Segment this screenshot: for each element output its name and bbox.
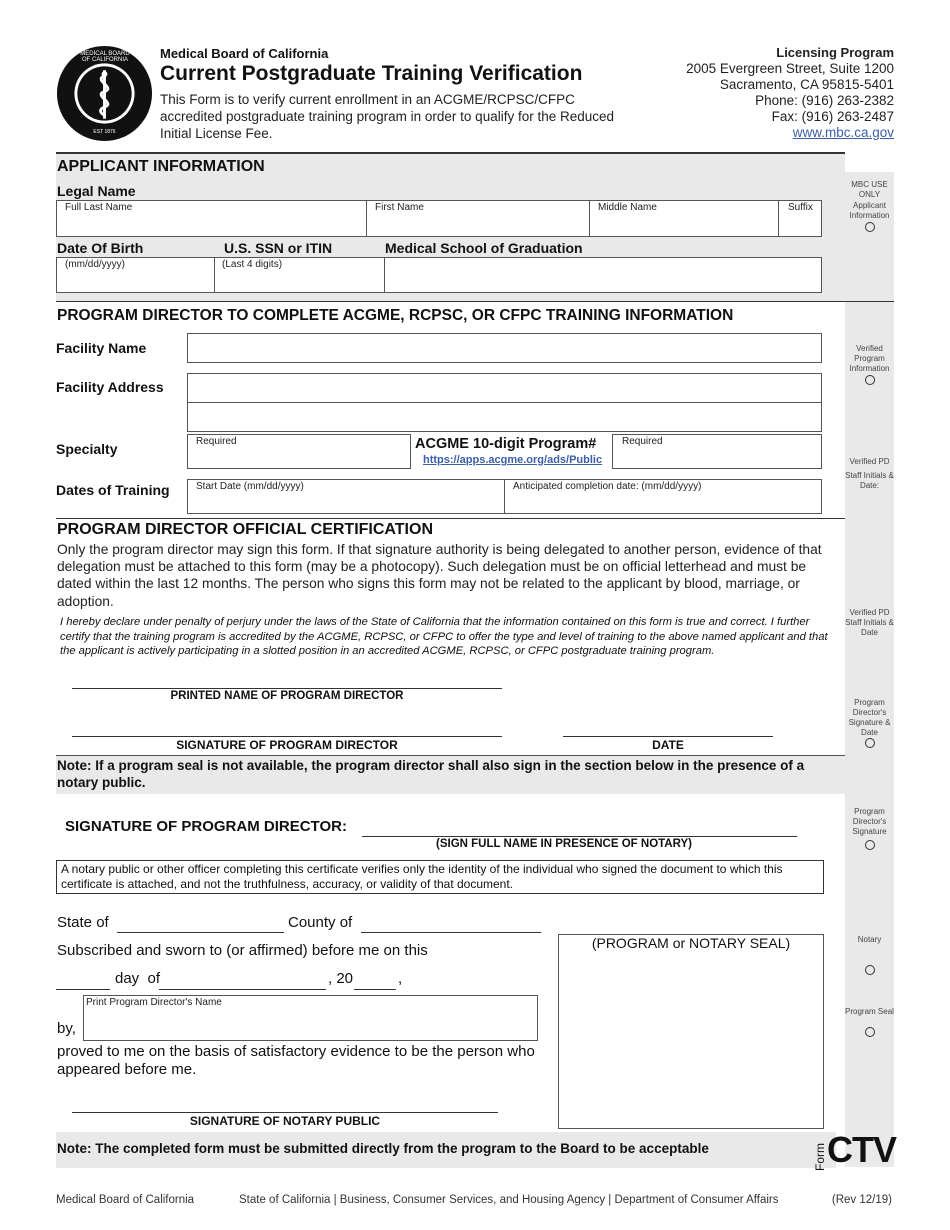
last-name-hint: Full Last Name [65, 202, 133, 213]
start-date-hint: Start Date (mm/dd/yyyy) [196, 481, 304, 492]
mbc-staff-initials-label: Staff Initials & Date: [845, 471, 894, 490]
pd-signature-line[interactable] [72, 736, 502, 737]
year-comma: , [398, 970, 403, 987]
middle-name-hint: Middle Name [598, 202, 657, 213]
pd-sig-date-check[interactable] [865, 738, 875, 748]
specialty-label: Specialty [56, 441, 118, 457]
month-line[interactable] [159, 989, 326, 990]
notary-seal-label: (PROGRAM or NOTARY SEAL) [591, 935, 791, 951]
acgme-required-hint: Required [622, 436, 663, 447]
subscribed-text: Subscribed and sworn to (or affirmed) before me on this [57, 942, 428, 959]
facility-address-line-2[interactable] [187, 402, 822, 432]
printed-name-label: PRINTED NAME OF PROGRAM DIRECTOR [170, 690, 404, 702]
footer-left: Medical Board of California [56, 1194, 195, 1206]
pd-signature-label: SIGNATURE OF PROGRAM DIRECTOR [176, 738, 398, 752]
dates-label: Dates of Training [56, 482, 170, 498]
phone: Phone: (916) 263-2382 [755, 93, 894, 108]
applicant-section-title: APPLICANT INFORMATION [57, 158, 265, 175]
mbc-notary-label: Notary [857, 935, 882, 944]
by-label: by, [57, 1020, 76, 1037]
form-code: CTV [827, 1129, 896, 1170]
legal-name-label: Legal Name [57, 183, 136, 199]
notary-pd-signature-label: SIGNATURE OF PROGRAM DIRECTOR: [65, 818, 347, 835]
acgme-label: ACGME 10-digit Program# [415, 436, 597, 452]
completion-date-hint: Anticipated completion date: (mm/dd/yyyy) [513, 481, 702, 492]
mbc-verified-pd-staff-label: Verified PD Staff Initials & Date [845, 608, 894, 637]
program-seal-check[interactable] [865, 1027, 875, 1037]
mbc-applicant-info-label: Applicant Information [849, 201, 890, 220]
notary-signature-line[interactable] [72, 1112, 498, 1113]
school-field[interactable] [384, 257, 822, 293]
certification-divider [56, 518, 845, 519]
state-label: State of [57, 914, 109, 931]
form-description: This Form is to verify current enrollment in an ACGME/RCPSC/CFPC accredited postgraduate training program in order to qualify for the Reduced Initial License Fee. [160, 92, 615, 141]
state-line[interactable] [117, 932, 284, 933]
notary-check[interactable] [865, 965, 875, 975]
fax: Fax: (916) 263-2487 [771, 109, 894, 124]
mbc-program-seal-check-wrap [845, 1027, 894, 1040]
facility-address-line-1[interactable] [187, 373, 822, 403]
notary-pd-signature-hint: (SIGN FULL NAME IN PRESENCE OF NOTARY) [436, 838, 692, 850]
facility-name-field[interactable] [187, 333, 822, 363]
mbc-verified-pd-label: Verified PD [849, 457, 890, 466]
print-name-hint: Print Program Director's Name [86, 997, 222, 1008]
website-link[interactable]: www.mbc.ca.gov [792, 125, 894, 140]
form-title: Current Postgraduate Training Verification [160, 62, 583, 85]
final-note: Note: The completed form must be submitted directly from the program to the Board to be acceptable [57, 1141, 709, 1156]
applicant-info-check[interactable] [865, 222, 875, 232]
acgme-link[interactable]: https://apps.acgme.org/ads/Public [423, 454, 603, 466]
date-line[interactable] [563, 736, 773, 737]
dob-hint: (mm/dd/yyyy) [65, 259, 125, 270]
proved-text: proved to me on the basis of satisfactory evidence to be the person who appeared before me. [57, 1043, 535, 1078]
facility-name-label: Facility Name [56, 340, 147, 356]
address-line-1: 2005 Evergreen Street, Suite 1200 [686, 61, 894, 76]
mbc-use-only-label: MBC USE ONLY [851, 180, 888, 199]
ssn-hint: (Last 4 digits) [222, 259, 283, 270]
certification-title: PROGRAM DIRECTOR OFFICIAL CERTIFICATION [57, 521, 433, 538]
program-section-title: PROGRAM DIRECTOR TO COMPLETE ACGME, RCPSC, OR CFPC TRAINING INFORMATION [57, 307, 734, 324]
seal-note: Note: If a program seal is not available, the program director shall also sign in the section below in the presence of a notary public. [57, 758, 805, 790]
mbc-verified-program-label: Verified Program Information [849, 344, 890, 373]
contact-block [686, 45, 894, 141]
verified-program-check[interactable] [865, 375, 875, 385]
notary-pd-signature-line[interactable] [362, 836, 797, 837]
dob-label: Date Of Birth [57, 240, 144, 256]
seal-year: EST 1876 [93, 129, 116, 135]
mbc-applicant-check-wrap [845, 222, 894, 235]
perjury-declaration: I hereby declare under penalty of perjury under the laws of the State of California that the information contained on this form is true and correct. I further certify that the training program is accredited by the ACGME, RCPSC, or CFPC to offer the type and level of training to the above named applicant and that the applicant is actively participating in a slotted position in an accredited ACGME, RCPSC, or CFPC postgraduate training program. [60, 616, 828, 657]
notary-signature-label: SIGNATURE OF NOTARY PUBLIC [189, 1114, 381, 1128]
mbc-notary-check-wrap [845, 965, 894, 978]
notary-seal-box[interactable] [558, 934, 824, 1129]
year-prefix: , 20 [328, 970, 354, 987]
school-label: Medical School of Graduation [385, 240, 583, 256]
day-of-label: day of [115, 970, 161, 987]
mbc-pd-signature-label: Program Director's Signature [852, 807, 887, 836]
first-name-hint: First Name [375, 202, 424, 213]
facility-address-label: Facility Address [56, 379, 164, 395]
mbc-pd-sig-date-label: Program Director's Signature & Date [848, 698, 891, 737]
org-name: Medical Board of California [160, 46, 329, 61]
suffix-hint: Suffix [788, 202, 813, 213]
year-line[interactable] [354, 989, 396, 990]
mbc-use-column [845, 172, 894, 1167]
printed-name-line[interactable] [72, 688, 502, 689]
specialty-required-hint: Required [196, 436, 237, 447]
pd-signature-check[interactable] [865, 840, 875, 850]
certification-body: Only the program director may sign this form. If that signature authority is being delegated to another person, evidence of that delegation must be attached to this form (may be a photocopy). Such delegation must be on official letterhead and must be dated within the last 12 months. The person who signs this form may not be related to the applicant by blood, marriage, or adoption. [57, 542, 822, 609]
notary-disclaimer: A notary public or other officer completing this certificate verifies only the identity of the individual who signed the document to which this certificate is attached, and not the truthfulness, accuracy, or validity of that document. [56, 860, 824, 894]
county-label: County of [288, 914, 353, 931]
program-section-divider [56, 301, 894, 302]
day-line[interactable] [56, 989, 110, 990]
seal-text: MEDICAL BOARD OF CALIFORNIA [80, 51, 130, 63]
footer-center: State of California | Business, Consumer Services, and Housing Agency | Department of Consumer Affairs [239, 1194, 779, 1206]
board-seal-logo [56, 45, 153, 142]
form-word: Form [813, 1143, 827, 1171]
county-line[interactable] [361, 932, 541, 933]
mbc-pd-sig-date-check-wrap [845, 738, 894, 751]
address-line-2: Sacramento, CA 95815-5401 [719, 77, 894, 92]
program-name: Licensing Program [776, 45, 894, 60]
date-label: DATE [652, 738, 684, 752]
mbc-pd-signature-check-wrap [845, 840, 894, 853]
footer-rev: (Rev 12/19) [831, 1194, 892, 1206]
mbc-program-seal-label: Program Seal [845, 1007, 894, 1016]
ssn-label: U.S. SSN or ITIN [224, 240, 333, 256]
mbc-verified-program-check-wrap [845, 375, 894, 388]
